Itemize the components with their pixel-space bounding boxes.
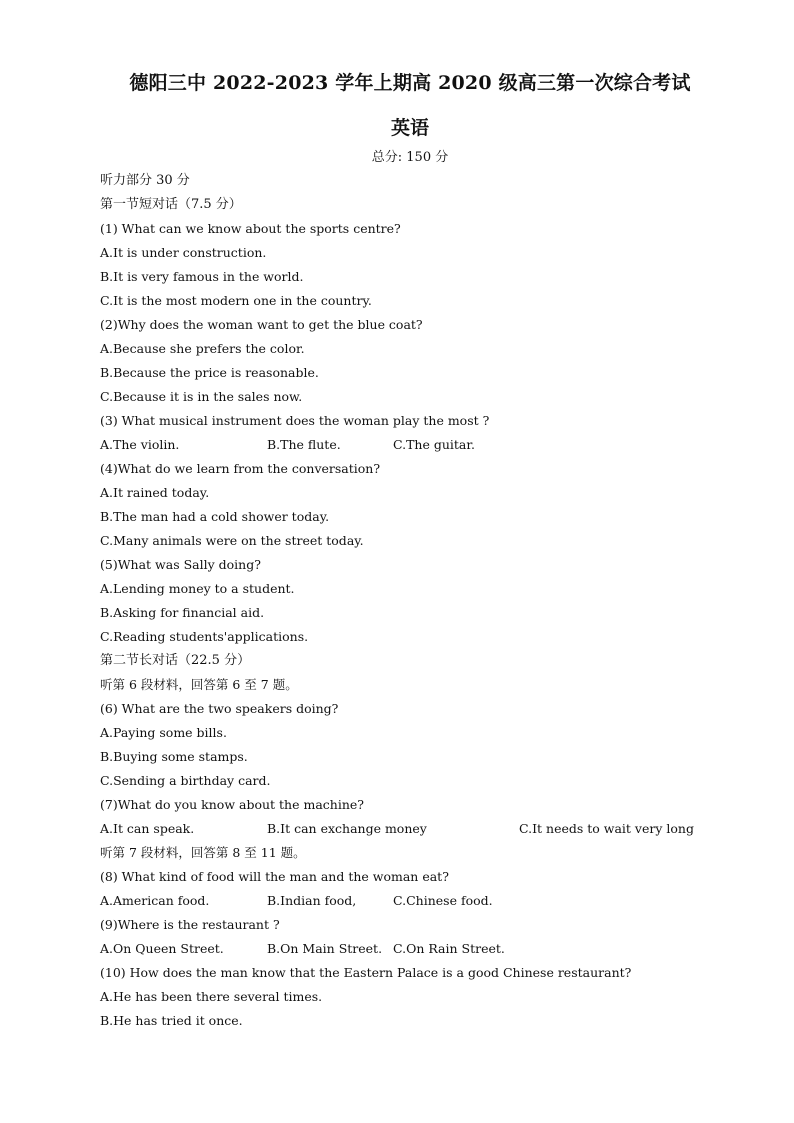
option-b: B.The flute. — [267, 437, 341, 452]
total-score: 总分: 150 分 — [371, 150, 449, 165]
question-stem: (2)Why does the woman want to get the blue coat? — [100, 317, 423, 332]
option-a: A.He has been there several times. — [100, 989, 323, 1004]
question-stem: (8) What kind of food will the man and the woman eat? — [100, 869, 449, 884]
option-b: B.Buying some stamps. — [100, 749, 248, 764]
option-c: C.Because it is in the sales now. — [100, 389, 303, 404]
instruction: 听第 7 段材料，回答第 8 至 11 题。 — [100, 845, 306, 860]
options-row — [100, 435, 700, 459]
question-stem: (4)What do we learn from the conversation? — [100, 461, 381, 476]
option-a: A.Paying some bills. — [100, 725, 227, 740]
option-a: A.Because she prefers the color. — [100, 341, 305, 356]
option-b: B.The man had a cold shower today. — [100, 509, 330, 524]
option-b: B.Because the price is reasonable. — [100, 365, 319, 380]
option-c: C.The guitar. — [393, 437, 475, 452]
options-row — [100, 939, 700, 963]
section-part2: 第二节长对话（22.5 分） — [100, 653, 251, 668]
question-stem: (7)What do you know about the machine? — [100, 797, 364, 812]
question-stem: (1) What can we know about the sports centre? — [100, 221, 401, 236]
option-c: C.It is the most modern one in the country. — [100, 293, 372, 308]
question-list — [100, 171, 700, 1035]
option-a: A.On Queen Street. — [100, 941, 224, 956]
option-b: B.It is very famous in the world. — [100, 269, 304, 284]
option-a: A.It rained today. — [100, 485, 210, 500]
option-c: C.Many animals were on the street today. — [100, 533, 364, 548]
question-stem: (10) How does the man know that the Eastern Palace is a good Chinese restaurant? — [100, 965, 632, 980]
exam-title: 德阳三中 2022-2023 学年上期高 2020 级高三第一次综合考试 — [129, 72, 691, 94]
option-c: C.It needs to wait very long — [519, 821, 694, 836]
option-b: B.Indian food, — [267, 893, 357, 908]
options-row — [100, 819, 700, 843]
subject-title: 英语 — [390, 117, 429, 139]
option-b: B.It can exchange money — [267, 821, 427, 836]
instruction: 听第 6 段材料，回答第 6 至 7 题。 — [100, 677, 298, 692]
section-listening: 听力部分 30 分 — [100, 173, 190, 188]
option-c: C.Chinese food. — [393, 893, 493, 908]
option-c: C.On Rain Street. — [393, 941, 505, 956]
option-a: A.It is under construction. — [100, 245, 267, 260]
option-a: A.The violin. — [100, 437, 180, 452]
option-b: B.He has tried it once. — [100, 1013, 243, 1028]
option-a: A.It can speak. — [100, 821, 195, 836]
option-b: B.On Main Street. — [267, 941, 383, 956]
option-a: A.American food. — [100, 893, 210, 908]
section-part1: 第一节短对话（7.5 分） — [100, 197, 242, 212]
question-stem: (6) What are the two speakers doing? — [100, 701, 339, 716]
option-c: C.Reading students'applications. — [100, 629, 309, 644]
options-row — [100, 891, 700, 915]
option-a: A.Lending money to a student. — [100, 581, 295, 596]
question-stem: (5)What was Sally doing? — [100, 557, 261, 572]
option-b: B.Asking for financial aid. — [100, 605, 265, 620]
option-c: C.Sending a birthday card. — [100, 773, 271, 788]
question-stem: (9)Where is the restaurant ? — [100, 917, 280, 932]
question-stem: (3) What musical instrument does the woman play the most ? — [100, 413, 490, 428]
